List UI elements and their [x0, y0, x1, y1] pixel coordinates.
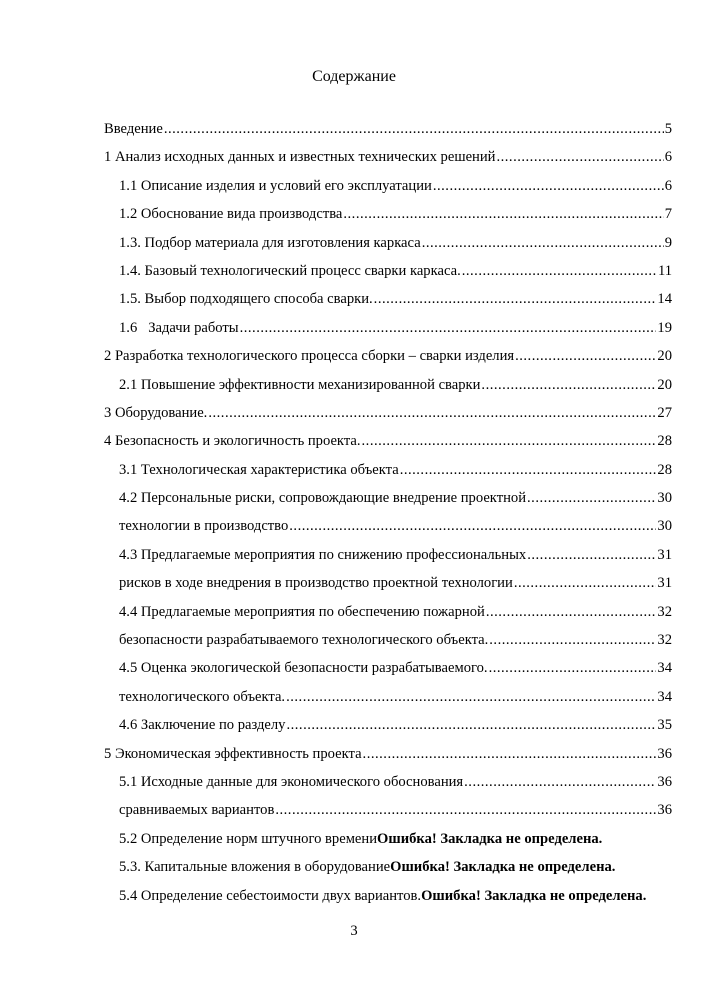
toc-leader-dots [208, 402, 656, 424]
toc-leader-dots [289, 515, 656, 537]
toc-leader-dots [489, 629, 656, 651]
toc-entry-1-1[interactable] [104, 175, 672, 203]
toc-entry-4-5[interactable] [104, 657, 672, 685]
toc-entry-page: 6 [664, 149, 672, 166]
toc-entry-text: 4.6 Заключение по разделу [119, 717, 286, 734]
toc-entry-1[interactable] [104, 146, 672, 174]
toc-leader-dots [240, 317, 657, 339]
toc-entry-1-6[interactable] [104, 317, 672, 345]
table-of-contents [104, 118, 672, 913]
toc-entry-text: 5 Экономическая эффективность проекта [104, 745, 362, 762]
toc-entry-1-5[interactable] [104, 288, 672, 316]
toc-entry-page: 20 [657, 348, 672, 365]
toc-entry-text: 3.1 Технологическая характеристика объекта [119, 461, 399, 478]
toc-leader-dots [363, 743, 657, 765]
toc-entry-5-2[interactable] [104, 828, 672, 856]
toc-entry-text: 1.4. Базовый технологический процесс сварки каркаса. [119, 262, 461, 279]
toc-entry-page: 11 [657, 262, 672, 279]
toc-entry-page: 30 [657, 518, 672, 535]
toc-entry-1-3[interactable] [104, 232, 672, 260]
toc-entry-introduction[interactable] [104, 118, 672, 146]
toc-entry-text: 4.5 Оценка экологической безопасности разрабатываемого. [119, 660, 488, 677]
toc-entry-text: безопасности разрабатываемого технологического объекта. [119, 632, 489, 649]
page-title: Содержание [312, 68, 396, 85]
toc-leader-dots [464, 771, 656, 793]
toc-entry-page: 27 [657, 404, 672, 421]
toc-entry-4-4[interactable] [104, 601, 672, 629]
toc-leader-dots [433, 175, 664, 197]
toc-entry-text: рисков в ходе внедрения в производство проектной технологии [119, 575, 513, 592]
toc-entry-text: 4 Безопасность и экологичность проекта. [104, 433, 361, 450]
toc-entry-text: 1 Анализ исходных данных и известных технических решений [104, 149, 496, 166]
toc-entry-page: 35 [657, 717, 672, 734]
toc-leader-dots [527, 544, 656, 566]
toc-entry-text: 5.3. Капитальные вложения в оборудование [119, 859, 391, 876]
toc-leader-dots [400, 459, 657, 481]
toc-entry-5-1-cont[interactable] [104, 799, 672, 827]
toc-entry-page: 6 [664, 177, 672, 194]
toc-entry-text: 4.3 Предлагаемые мероприятия по снижению профессиональных [119, 546, 527, 563]
toc-entry-5-3[interactable] [104, 856, 672, 884]
toc-entry-text: 5.1 Исходные данные для экономического обоснования [119, 773, 464, 790]
toc-leader-dots [374, 288, 657, 310]
toc-leader-dots [422, 232, 664, 254]
toc-entry-2-1[interactable] [104, 374, 672, 402]
toc-entry-page: 31 [657, 575, 672, 592]
toc-entry-page: 36 [657, 802, 672, 819]
toc-leader-dots [489, 657, 657, 679]
toc-entry-text: технологии в производство [119, 518, 289, 535]
toc-entry-page: 9 [664, 234, 672, 251]
toc-entry-text: 2.1 Повышение эффективности механизированной сварки [119, 376, 481, 393]
toc-bookmark-error: Ошибка! Закладка не определена. [377, 830, 603, 847]
toc-entry-text: 5.2 Определение норм штучного времени [119, 830, 378, 847]
toc-entry-page: 36 [657, 745, 672, 762]
toc-leader-dots [164, 118, 664, 140]
toc-bookmark-error: Ошибка! Закладка не определена. [421, 887, 647, 904]
toc-entry-page: 5 [664, 121, 672, 137]
toc-entry-5-4[interactable] [104, 885, 708, 913]
toc-leader-dots [343, 203, 663, 225]
toc-entry-text: 1.6 Задачи работы [119, 319, 239, 336]
toc-entry-page: 28 [657, 461, 672, 478]
toc-entry-4-2-cont[interactable] [104, 515, 672, 543]
toc-entry-1-4[interactable] [104, 260, 672, 288]
toc-entry-page: 28 [657, 433, 672, 450]
toc-entry-text: 4.2 Персональные риски, сопровождающие внедрение проектной [119, 490, 527, 507]
toc-entry-4-5-cont[interactable] [104, 686, 672, 714]
toc-entry-5-1[interactable] [104, 771, 672, 799]
toc-entry-text: сравниваемых вариантов [119, 802, 275, 819]
toc-entry-2[interactable] [104, 345, 672, 373]
toc-entry-text: 4.4 Предлагаемые мероприятия по обеспечению пожарной [119, 603, 485, 620]
toc-leader-dots [286, 686, 656, 708]
toc-entry-page: 36 [657, 773, 672, 790]
toc-entry-text: 2 Разработка технологического процесса сборки – сварки изделия [104, 348, 515, 365]
toc-entry-4[interactable] [104, 430, 672, 458]
toc-entry-text: технологического объекта. [119, 688, 286, 705]
toc-entry-page: 32 [657, 632, 672, 649]
toc-leader-dots [486, 601, 657, 623]
toc-entry-text: 1.1 Описание изделия и условий его эксплуатации [119, 177, 432, 194]
toc-leader-dots [527, 487, 656, 509]
toc-entry-page: 19 [657, 319, 672, 336]
toc-entry-text: 1.5. Выбор подходящего способа сварки. [119, 291, 373, 308]
toc-entry-3[interactable] [104, 402, 672, 430]
toc-entry-4-3-cont[interactable] [104, 572, 672, 600]
page-number: 3 [350, 923, 358, 939]
toc-leader-dots [362, 430, 657, 452]
toc-entry-text: Введение [104, 121, 163, 137]
toc-leader-dots [496, 146, 663, 168]
toc-leader-dots [481, 374, 656, 396]
toc-entry-page: 34 [657, 660, 672, 677]
toc-entry-4-3[interactable] [104, 544, 672, 572]
toc-bookmark-error: Ошибка! Закладка не определена. [390, 859, 616, 876]
toc-leader-dots [514, 572, 657, 594]
toc-entry-1-2[interactable] [104, 203, 672, 231]
toc-entry-page: 7 [664, 206, 672, 223]
toc-entry-page: 20 [657, 376, 672, 393]
toc-entry-page: 14 [657, 291, 672, 308]
toc-entry-text: 1.2 Обоснование вида производства [119, 206, 343, 223]
toc-entry-5[interactable] [104, 743, 672, 771]
toc-entry-page: 32 [657, 603, 672, 620]
toc-entry-4-4-cont[interactable] [104, 629, 672, 657]
toc-entry-page: 30 [657, 490, 672, 507]
toc-leader-dots [275, 799, 656, 821]
toc-leader-dots [515, 345, 656, 367]
toc-entry-page: 34 [657, 688, 672, 705]
toc-entry-text: 5.4 Определение себестоимости двух вариантов. [119, 887, 422, 904]
toc-entry-text: 1.3. Подбор материала для изготовления каркаса [119, 234, 421, 251]
toc-entry-3-1[interactable] [104, 459, 672, 487]
toc-entry-4-2[interactable] [104, 487, 672, 515]
toc-entry-text: 3 Оборудование. [104, 404, 208, 421]
toc-leader-dots [286, 714, 656, 736]
toc-entry-4-6[interactable] [104, 714, 672, 742]
toc-entry-page: 31 [657, 546, 672, 563]
toc-leader-dots [462, 260, 657, 282]
